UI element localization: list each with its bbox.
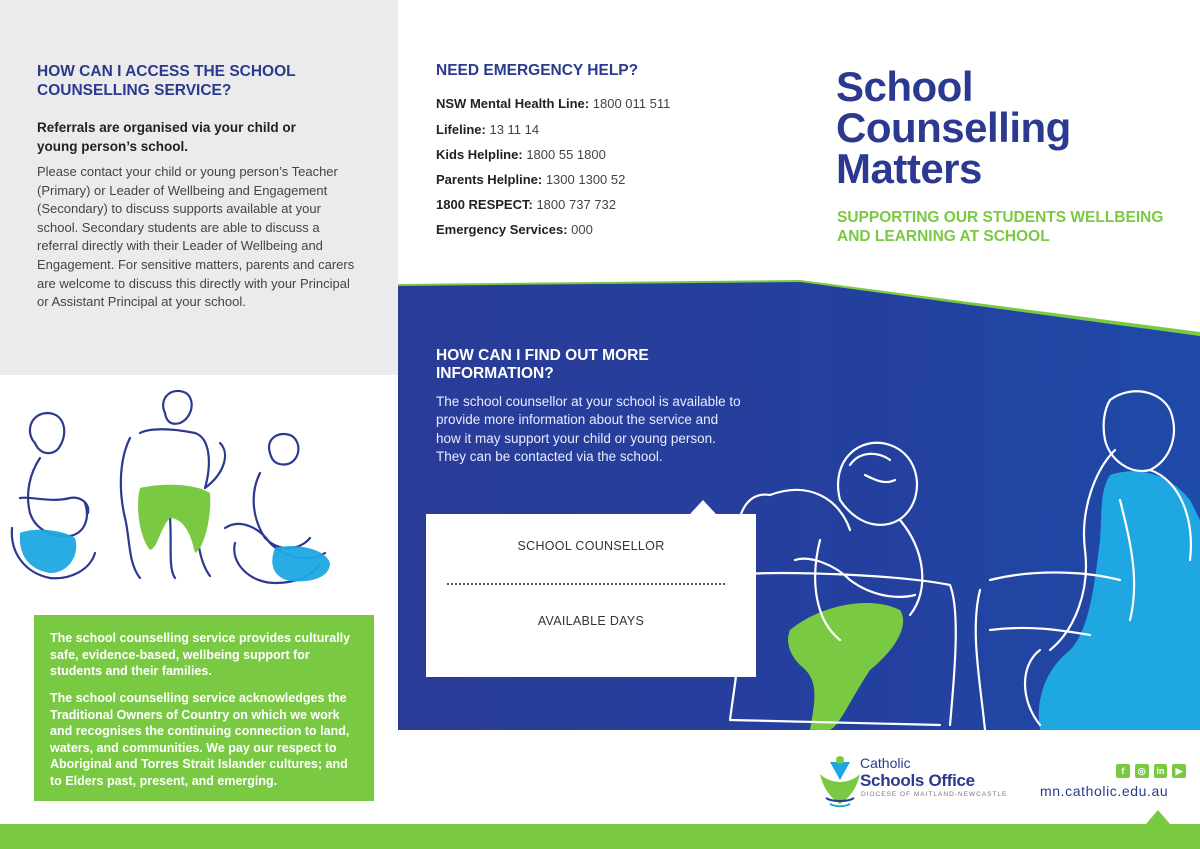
footer-green-bar [0,824,1200,849]
linkedin-icon[interactable]: in [1154,764,1168,778]
access-lead-text: Referrals are organised via your child or young person’s school. [37,120,296,154]
logo-text-catholic: Catholic [860,755,911,771]
youtube-icon[interactable]: ▶ [1172,764,1186,778]
website-link[interactable]: mn.catholic.edu.au [1040,783,1169,799]
contact-name: Emergency Services: [436,222,568,237]
contact-name: 1800 RESPECT: [436,197,533,212]
contact-line [436,172,625,187]
contact-number: 1300 1300 52 [545,172,626,187]
counselling-session-illustration [700,380,1200,730]
contact-name: Lifeline: [436,122,486,137]
logo-text-schools-office: Schools Office [860,771,975,790]
instagram-icon[interactable]: ◎ [1135,764,1149,778]
contact-line [436,222,593,237]
contact-number: 1800 737 732 [536,197,616,212]
title-line-2: Counselling [836,104,1071,151]
contact-number: 13 11 14 [489,122,540,137]
social-media-icons [1116,764,1186,778]
contact-line [436,96,670,111]
contact-name: Kids Helpline: [436,147,523,162]
contact-number: 1800 55 1800 [526,147,606,162]
contact-name: Parents Helpline: [436,172,543,187]
service-description-text: The school counselling service provides culturally safe, evidence-based, wellbeing support for students and their families. [50,631,351,679]
contact-line [436,197,616,212]
more-info-body-text: The school counsellor at your school is available to provide more information about the service and how it may support your child or young person. They can be contacted via the school. [436,394,741,465]
family-line-illustration [0,378,398,600]
access-body-text: Please contact your child or young person’s Teacher (Primary) or Leader of Wellbeing and Engagement (Secondary) to discuss supports available at your school. Secondary students are able to discuss a referral directly with their Leader of Wellbeing and Engagement. For sensitive matters, parents and carers are welcome to discuss this directly with your Principal or Assistant Principal at your school. [37,164,355,310]
emergency-heading: NEED EMERGENCY HELP? [436,62,639,79]
facebook-icon[interactable]: f [1116,764,1130,778]
logo-text-diocese: DIOCESE OF MAITLAND-NEWCASTLE [861,791,1008,798]
fill-in-dotted-line [447,583,725,585]
contact-number: 1800 011 511 [592,96,671,111]
school-counsellor-label: SCHOOL COUNSELLOR [517,539,665,553]
contact-number: 000 [571,222,593,237]
title-line-1: School [836,63,974,110]
access-heading: HOW CAN I ACCESS THE SCHOOL COUNSELLING SERVICE? [37,63,296,99]
contact-line [436,147,606,162]
acknowledgement-of-country-text: The school counselling service acknowledges the Traditional Owners of Country on which we work and recognises the continuing connection to land, waters, and communities. We pay our respect to Aboriginal and Torres Strait Islander cultures; and to Elders past, present, and emerging. [50,691,350,788]
more-info-heading: HOW CAN I FIND OUT MORE INFORMATION? [436,347,649,382]
contact-name: NSW Mental Health Line: [436,96,590,111]
title-line-3: Matters [836,145,982,192]
brochure-title [836,63,1176,192]
brochure-subtitle: SUPPORTING OUR STUDENTS WELLBEING AND LEARNING AT SCHOOL [837,209,1164,245]
contact-line [436,122,539,137]
footer-notch [1146,810,1170,824]
available-days-label: AVAILABLE DAYS [537,614,645,628]
